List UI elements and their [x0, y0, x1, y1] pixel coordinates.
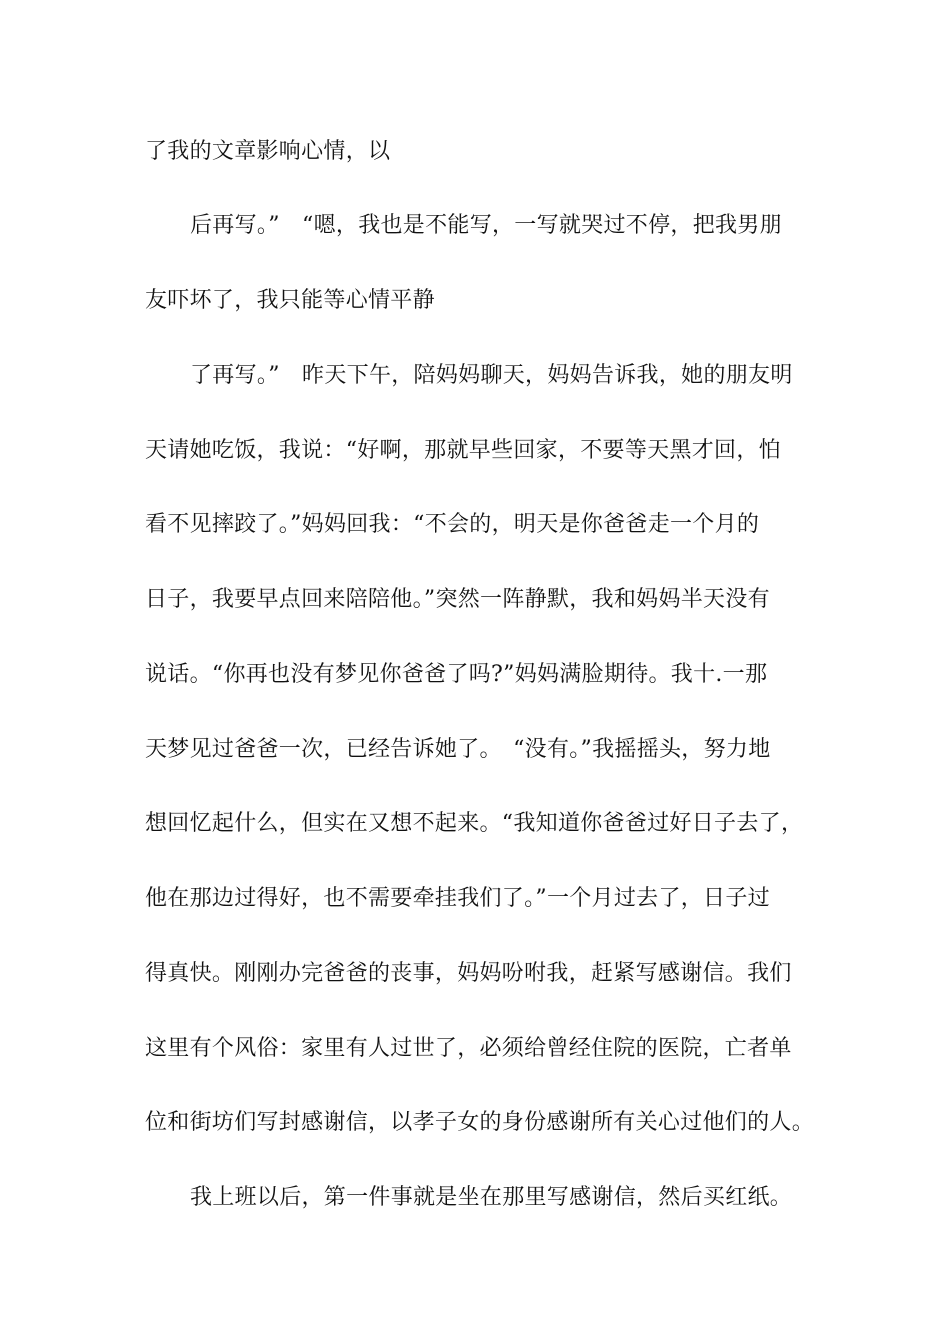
text-line-11: 他在那边过得好，也不需要牵挂我们了。”一个月过去了，日子过: [145, 886, 770, 911]
text-line-4: 了再写。” 昨天下午，陪妈妈聊天，妈妈告诉我，她的朋友明: [190, 363, 793, 388]
text-line-12: 得真快。刚刚办完爸爸的丧事，妈妈吩咐我，赶紧写感谢信。我们: [145, 961, 792, 986]
text-line-6: 看不见摔跤了。”妈妈回我：“不会的，明天是你爸爸走一个月的: [145, 512, 760, 537]
text-line-8: 说话。“你再也没有梦见你爸爸了吗?”妈妈满脸期待。我十.一那: [145, 662, 768, 687]
text-line-9: 天梦见过爸爸一次，已经告诉她了。 “没有。”我摇摇头，努力地: [145, 737, 771, 762]
text-line-3: 友吓坏了，我只能等心情平静: [145, 288, 435, 313]
text-line-14: 位和街坊们写封感谢信，以孝子女的身份感谢所有关心过他们的人。: [145, 1110, 815, 1135]
text-line-15: 我上班以后，第一件事就是坐在那里写感谢信，然后买红纸。: [190, 1185, 793, 1210]
text-line-13: 这里有个风俗：家里有人过世了，必须给曾经住院的医院，亡者单: [145, 1036, 792, 1061]
text-line-5: 天请她吃饭，我说：“好啊，那就早些回家，不要等天黑才回，怕: [145, 438, 781, 463]
text-line-7: 日子，我要早点回来陪陪他。”突然一阵静默，我和妈妈半天没有: [145, 587, 770, 612]
text-line-1: 了我的文章影响心情，以: [145, 139, 391, 164]
text-line-10: 想回忆起什么，但实在又想不起来。“我知道你爸爸过好日子去了，: [145, 811, 804, 836]
text-line-2: 后再写。” “嗯，我也是不能写，一写就哭过不停，把我男朋: [190, 213, 782, 238]
